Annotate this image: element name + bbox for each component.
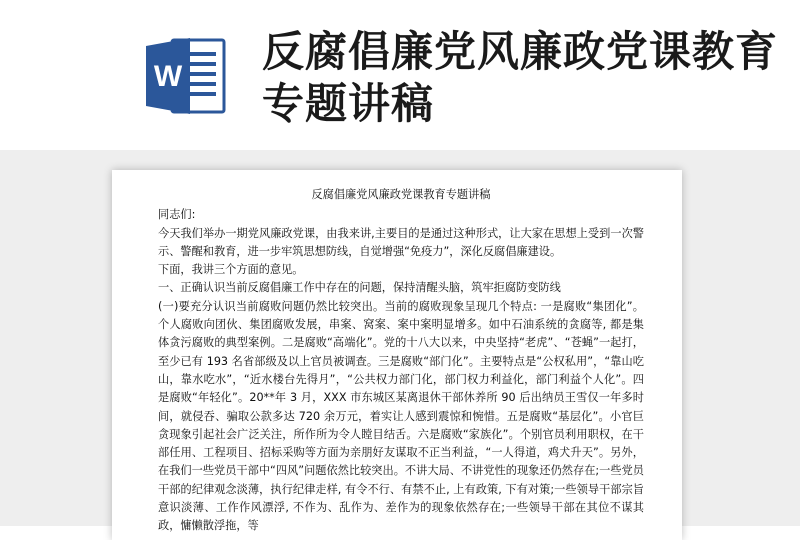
paragraph-section-1-1: (一)要充分认识当前腐败问题仍然比较突出。当前的腐败现象呈现几个特点: 一是腐败“集团化”。个人腐败向团伙、集团腐败发展，串案、窝案、案中案明显增多。如中石油系统的贪腐等, 都是集体贪污腐败的典型案例。二是腐败“高端化”。党的十八大以来，中央坚持“老虎”、“苍蝇”一起打，至少已有 193 名省部级及以上官员被调查。三是腐败“部门化”。主要特点是“公权私用”，“靠山吃山，靠水吃水”，“近水楼台先得月”，“公共权力部门化，部门权力利益化，部门利益个人化”。四是腐败“年轻化”。20**年 3 月，XXX 市东城区某离退休干部休养所 90 后出纳员王雪仅一年多时间，就侵吞、骗取公款多达 720 余万元，着实让人感到震惊和惋惜。五是腐败“基层化”。小官巨贪现象引起社会广泛关注，所作所为令人瞠目结舌。六是腐败“家族化”。个别官员利用职权，在干部任用、工程项目、招标采购等方面为亲朋好友谋取不正当利益，“一人得道，鸡犬升天”。另外，在我们一些党员干部中“四风”问题依然比较突出。不讲大局、不讲党性的现象还仍然存在;一些党员干部的纪律观念淡薄，执行纪律走样, 有令不行、有禁不止, 上有政策, 下有对策;一些领导干部宗旨意识淡薄、工作作风漂浮, 不作为、乱作为、差作为的现象依然存在;一些领导干部在其位不谋其政，慵懒散浮拖，等 [158, 299, 644, 533]
document-page [112, 170, 682, 540]
svg-text:W: W [153, 60, 183, 93]
document-title: 反腐倡廉党风廉政党课教育专题讲稿 [311, 188, 491, 201]
paragraph-intro: 今天我们举办一期党风廉政党课，由我来讲,主要目的是通过这种形式，让大家在思想上受到一次警示、警醒和教育，进一步牢筑思想防线，自觉增强“免疫力”，深化反腐倡廉建设。 [158, 226, 644, 258]
paragraph-outline: 下面，我讲三个方面的意见。 [158, 263, 304, 277]
header-title: 反腐倡廉党风廉政党课教育专题讲稿 [262, 27, 779, 128]
word-document-icon [144, 34, 226, 118]
section-heading-1: 一、正确认识当前反腐倡廉工作中存在的问题，保持清醒头脑，筑牢拒腐防变防线 [158, 281, 561, 295]
document-body [158, 186, 644, 536]
header-banner [0, 0, 800, 150]
salutation: 同志们: [158, 208, 196, 222]
